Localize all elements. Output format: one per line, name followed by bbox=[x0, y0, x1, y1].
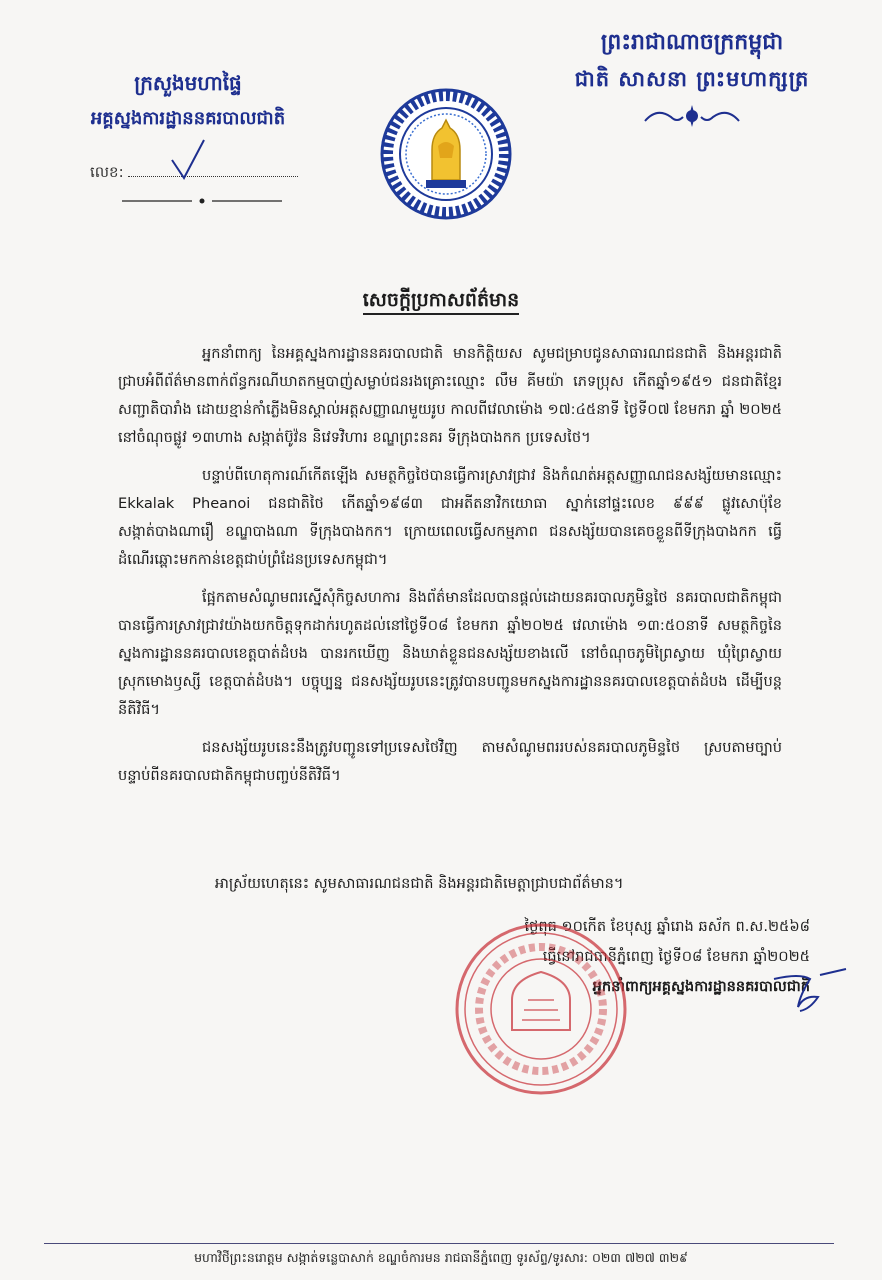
ministry-header bbox=[58, 70, 318, 133]
document-title: សេចក្តីប្រកាសព័ត៌មាន bbox=[0, 288, 882, 316]
signer-title: អ្នកនាំពាក្យអគ្គស្នងការដ្ឋាននគរបាលជាតិ bbox=[592, 978, 810, 995]
reference-label: លេខ: bbox=[90, 163, 124, 181]
ministry-name: ក្រសួងមហាផ្ទៃ bbox=[134, 71, 242, 95]
paragraph: អ្នកនាំពាក្យ នៃអគ្គស្នងការដ្ឋាននគរបាលជាតិ មានកិត្តិយស សូមជម្រាបជូនសាធារណជនជាតិ និងអន្តរជាតិជ្រាបអំពីព័ត៌មានពាក់ព័ន្ធករណីឃាតកម្មបាញ់សម្លាប់ជនរងគ្រោះឈ្មោះ លឹម គីមយ៉ា ភេទប្រុស កើតឆ្នាំ១៩៥១ ជនជាតិខ្មែរ សញ្ជាតិបារាំង ដោយខ្មាន់កាំភ្លើងមិនស្គាល់អត្តសញ្ញាណមួយរូប កាលពីវេលាម៉ោង ១៧:៤៥នាទី ថ្ងៃទី០៧ ខែមករា ឆ្នាំ ២០២៥ នៅចំណុចផ្លូវ ១៣ហាង សង្កាត់ប៊ូវ៉ន និវេទវិហារ ខណ្ឌព្រះនគរ ទីក្រុងបាងកក ប្រទេសថៃ។ bbox=[118, 345, 783, 446]
kingdom-motto: ជាតិ សាសនា ព្រះមហាក្សត្រ bbox=[574, 67, 810, 91]
paragraph: បន្ទាប់ពីហេតុការណ៍កើតឡើង សមត្ថកិច្ចថៃបានធ្វើការស្រាវជ្រាវ និងកំណត់អត្តសញ្ញាណជនសង្ស័យមានឈ្មោះ Ekkalak Pheanoi ជនជាតិថៃ កើតឆ្នាំ១៩៨៣ ជាអតីតនាវិកយោធា ស្នាក់នៅផ្ទះលេខ ៩៩៩ ផ្លូវសោប៉ុខែ សង្កាត់បាងណារឿ ខណ្ឌបាងណា ទីក្រុងបាងកក។ ក្រោយពេលធ្វើសកម្មភាព ជនសង្ស័យបានគេចខ្លួនពីទីក្រុងបាងកក ធ្វើដំណើរឆ្ពោះមកកាន់ខេត្តជាប់ព្រំដែនប្រទេសកម្ពុជា។ bbox=[118, 467, 782, 568]
paragraph: ផ្អែកតាមសំណូមពរស្នើសុំកិច្ចសហការ និងព័ត៌មានដែលបានផ្តល់ដោយនគរបាលភូមិន្ទថៃ នគរបាលជាតិកម្ពុជា បានធ្វើការស្រាវជ្រាវយ៉ាងយកចិត្តទុកដាក់រហូតដល់នៅថ្ងៃទី០៨ ខែមករា ឆ្នាំ២០២៥ វេលាម៉ោង ១៣:៥០នាទី សមត្ថកិច្ចនៃស្នងការដ្ឋាននគរបាលខេត្តបាត់ដំបង បានរកឃើញ និងឃាត់ខ្លួនជនសង្ស័យខាងលើ នៅចំណុចភូមិព្រៃស្វាយ ឃុំព្រៃស្វាយ ស្រុកមោងឫស្សី ខេត្តបាត់ដំបង។ បច្ចុប្បន្ន ជនសង្ស័យរូបនេះត្រូវបានបញ្ជូនមកស្នងការដ្ឋាននគរបាលខេត្តបាត់ដំបង ដើម្បីបន្តនីតិវិធី។ bbox=[118, 589, 782, 718]
department-name: អគ្គស្នងការដ្ឋាននគរបាលជាតិ bbox=[90, 108, 286, 129]
checkmark-icon bbox=[168, 138, 208, 182]
handwritten-signature bbox=[770, 965, 850, 1015]
reference-dotted-line bbox=[128, 162, 298, 177]
kingdom-title: ព្រះរាជាណាចក្រកម្ពុជា bbox=[600, 30, 784, 55]
document-body bbox=[118, 340, 782, 800]
divider-ornament bbox=[122, 198, 282, 204]
paragraph: ជនសង្ស័យរូបនេះនឹងត្រូវបញ្ជូនទៅប្រទេសថៃវិញ តាមសំណូមពររបស់នគរបាលភូមិន្ទថៃ ស្របតាមច្បាប់ បន្ទាប់ពីនគរបាលជាតិកម្ពុជាបញ្ចប់នីតិវិធី។ bbox=[118, 739, 782, 784]
reference-number bbox=[90, 162, 298, 185]
footer-divider bbox=[44, 1243, 834, 1244]
official-stamp-icon bbox=[452, 920, 630, 1098]
police-emblem-icon bbox=[380, 88, 512, 220]
ornament-icon bbox=[637, 101, 747, 131]
place-date: ធ្វើនៅរាជធានីភ្នំពេញ ថ្ងៃទី០៨ ខែមករា ឆ្នាំ២០២៥ bbox=[542, 948, 810, 965]
kingdom-header bbox=[562, 28, 822, 135]
lunar-date: ថ្ងៃពុធ ១០កើត ខែបុស្ស ឆ្នាំរោង ឆស័ក ព.ស.២៥៦៨ bbox=[524, 918, 810, 935]
footer-address: មហាវិថីព្រះនរោត្តម សង្កាត់ទន្លេបាសាក់ ខណ្ឌចំការមន រាជធានីភ្នំពេញ ទូរស័ព្ទ/ទូរសារ: ០២៣ ៧២៧ ៣២៩ bbox=[194, 1250, 688, 1265]
closing-line: អាស្រ័យហេតុនេះ សូមសាធារណជនជាតិ និងអន្តរជាតិមេត្តាជ្រាបជាព័ត៌មាន។ bbox=[215, 875, 624, 892]
